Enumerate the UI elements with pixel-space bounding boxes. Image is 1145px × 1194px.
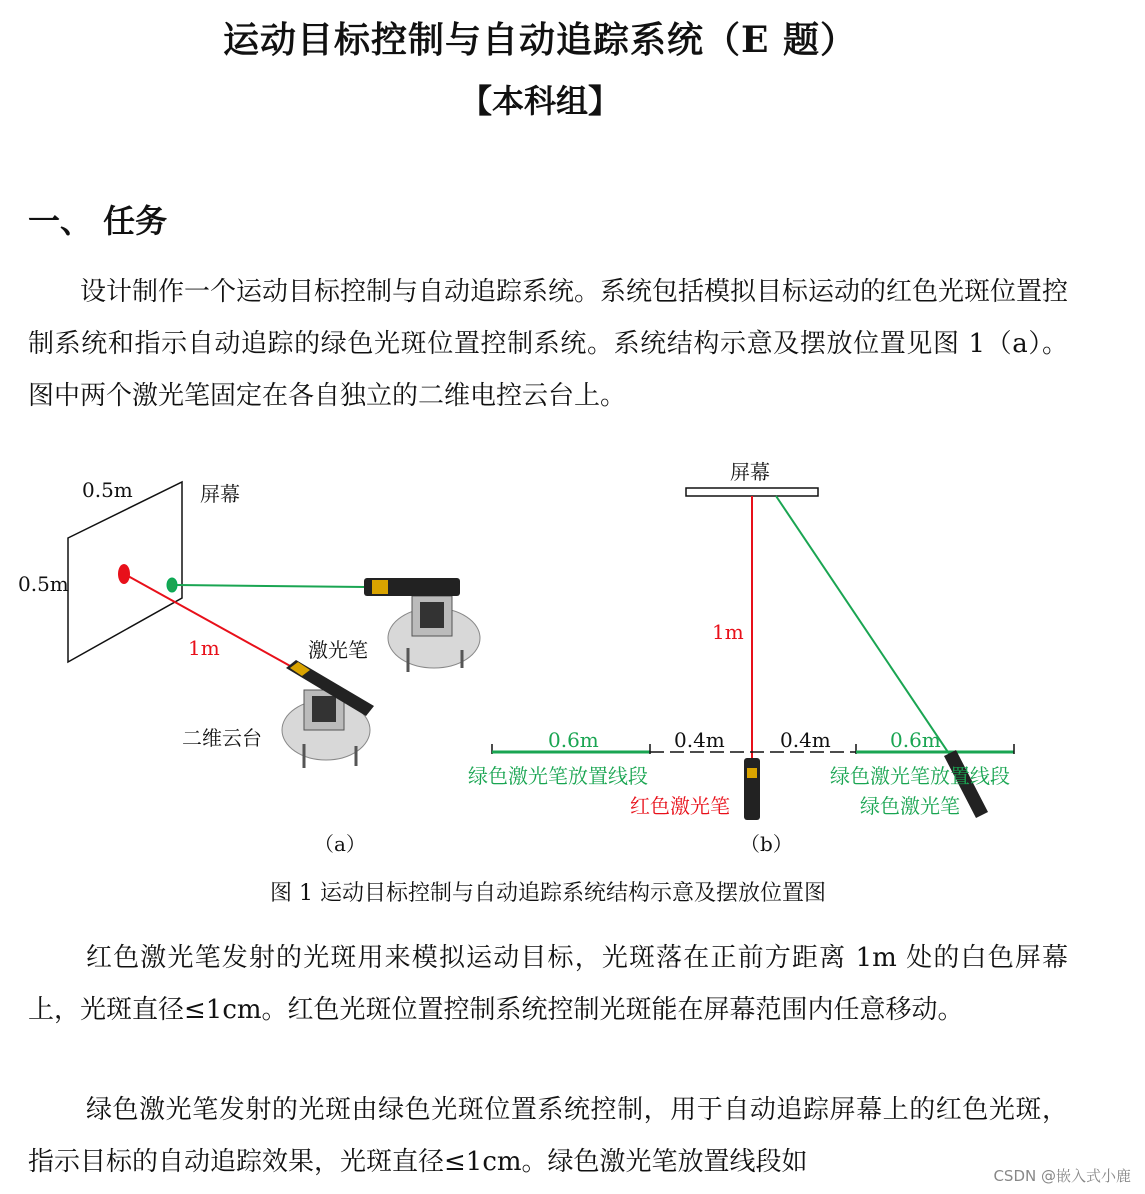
gimbal-upper	[364, 578, 480, 672]
section-heading: 一、 任务	[28, 202, 168, 240]
label-red-laser: 红色激光笔	[630, 794, 730, 818]
label-seg-left: 0.6m	[548, 728, 599, 752]
label-green-segment-right: 绿色激光笔放置线段	[830, 764, 1010, 788]
red-spot	[118, 564, 130, 584]
page-subtitle: 【本科组】	[459, 82, 620, 120]
green-spot	[167, 578, 177, 592]
label-screen-b: 屏幕	[730, 460, 770, 484]
label-screen-a: 屏幕	[200, 482, 240, 506]
paragraph-red-laser: 红色激光笔发射的光斑用来模拟运动目标，光斑落在正前方距离 1m 处的白色屏幕上，光斑直径≤1cm。红色光斑位置控制系统控制光斑能在屏幕范围内任意移动。	[28, 943, 1068, 1025]
label-figure-b: （b）	[740, 832, 793, 856]
label-laser-pen: 激光笔	[308, 638, 368, 662]
screen-bar	[686, 488, 818, 496]
label-figure-a: （a）	[314, 832, 366, 856]
label-green-segment-left: 绿色激光笔放置线段	[468, 764, 648, 788]
label-screen-width: 0.5m	[82, 478, 133, 502]
label-screen-height: 0.5m	[18, 572, 69, 596]
page-title: 运动目标控制与自动追踪系统（E 题）	[223, 19, 857, 61]
paragraph-intro: 设计制作一个运动目标控制与自动追踪系统。系统包括模拟目标运动的红色光斑位置控制系统和指示自动追踪的绿色光斑位置控制系统。系统结构示意及摆放位置见图 1（a）。图中两个激光笔固定在各自独立的二维电控云台上。	[28, 277, 1069, 411]
label-gimbal: 二维云台	[182, 726, 262, 750]
label-distance-a: 1m	[188, 636, 220, 660]
label-gap-right: 0.4m	[780, 728, 831, 752]
label-distance-b: 1m	[712, 620, 744, 644]
paragraph-green-laser: 绿色激光笔发射的光斑由绿色光斑位置系统控制，用于自动追踪屏幕上的红色光斑，指示目标的自动追踪效果，光斑直径≤1cm。绿色激光笔放置线段如	[28, 1095, 1068, 1177]
figure-caption: 图 1 运动目标控制与自动追踪系统结构示意及摆放位置图	[270, 881, 826, 906]
gimbal-lower	[282, 660, 374, 768]
label-seg-right: 0.6m	[890, 728, 941, 752]
red-laser-pen	[744, 758, 760, 820]
label-green-laser: 绿色激光笔	[860, 794, 960, 818]
green-beam	[177, 585, 366, 587]
label-gap-left: 0.4m	[674, 728, 725, 752]
watermark: CSDN @嵌入式小鹿	[993, 1167, 1131, 1185]
